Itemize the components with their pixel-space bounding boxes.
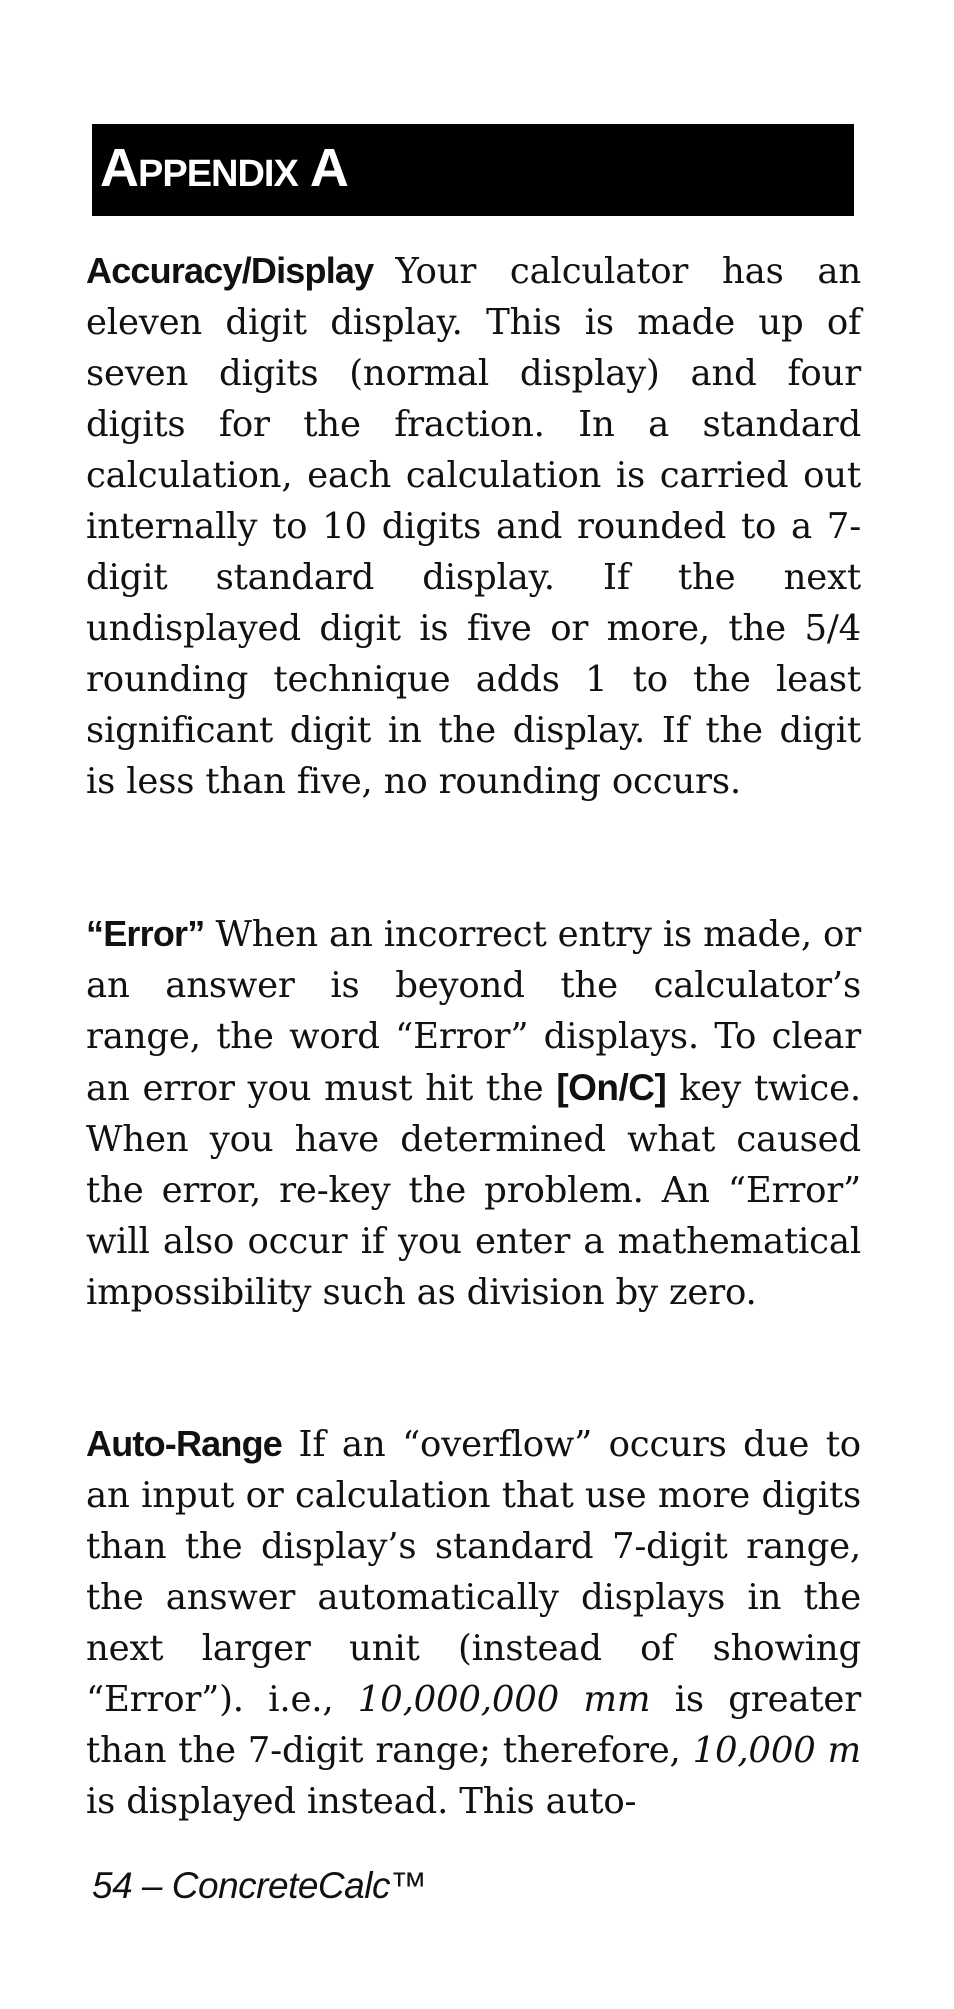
error-term: “Error” xyxy=(86,913,205,954)
auto-range-text-3: is displayed instead. This auto- xyxy=(86,1781,637,1822)
auto-range-text-2: is greater than the 7-digit range; therefore, xyxy=(86,1679,861,1771)
auto-range-example-1: 10,000,000 mm xyxy=(357,1679,651,1720)
error-paragraph xyxy=(86,908,861,1318)
accuracy-display-text: Your calculator has an eleven digit display. This is made up of seven digits (normal display) and four digits for the fraction. In a standard calculation, each calculation is carried out internally to 10 digits and rounded to a 7-digit standard display. If the next undisplayed digit is five or more, the 5/4 rounding technique adds 1 to the least significant digit in the display. If the digit is less than five, no rounding occurs. xyxy=(86,251,861,802)
error-text-after-key: key twice. When you have determined what caused the error, re-key the problem. An “Error” will also occur if you enter a mathematical impossibility such as division by zero. xyxy=(86,1068,861,1313)
accuracy-display-paragraph xyxy=(86,245,861,807)
auto-range-term: Auto-Range xyxy=(86,1423,282,1464)
auto-range-paragraph xyxy=(86,1418,861,1827)
appendix-header-bar xyxy=(92,124,854,216)
appendix-title: Appendix A xyxy=(100,138,348,198)
error-text-before-key: When an incorrect entry is made, or an answer is beyond the calculator’s range, the word “Error” displays. To clear an error you must hit the xyxy=(86,914,861,1109)
auto-range-example-2: 10,000 m xyxy=(692,1730,861,1771)
on-clear-key-label: [On/C] xyxy=(556,1067,667,1108)
accuracy-display-term: Accuracy/Display xyxy=(86,250,374,291)
page-footer: 54 – ConcreteCalc™ xyxy=(92,1865,427,1906)
auto-range-text-1: If an “overflow” occurs due to an input or calculation that use more digits than the display’s standard 7-digit range, the answer automatically displays in the next larger unit (instead of showing “Error”). i.e., xyxy=(86,1424,861,1720)
